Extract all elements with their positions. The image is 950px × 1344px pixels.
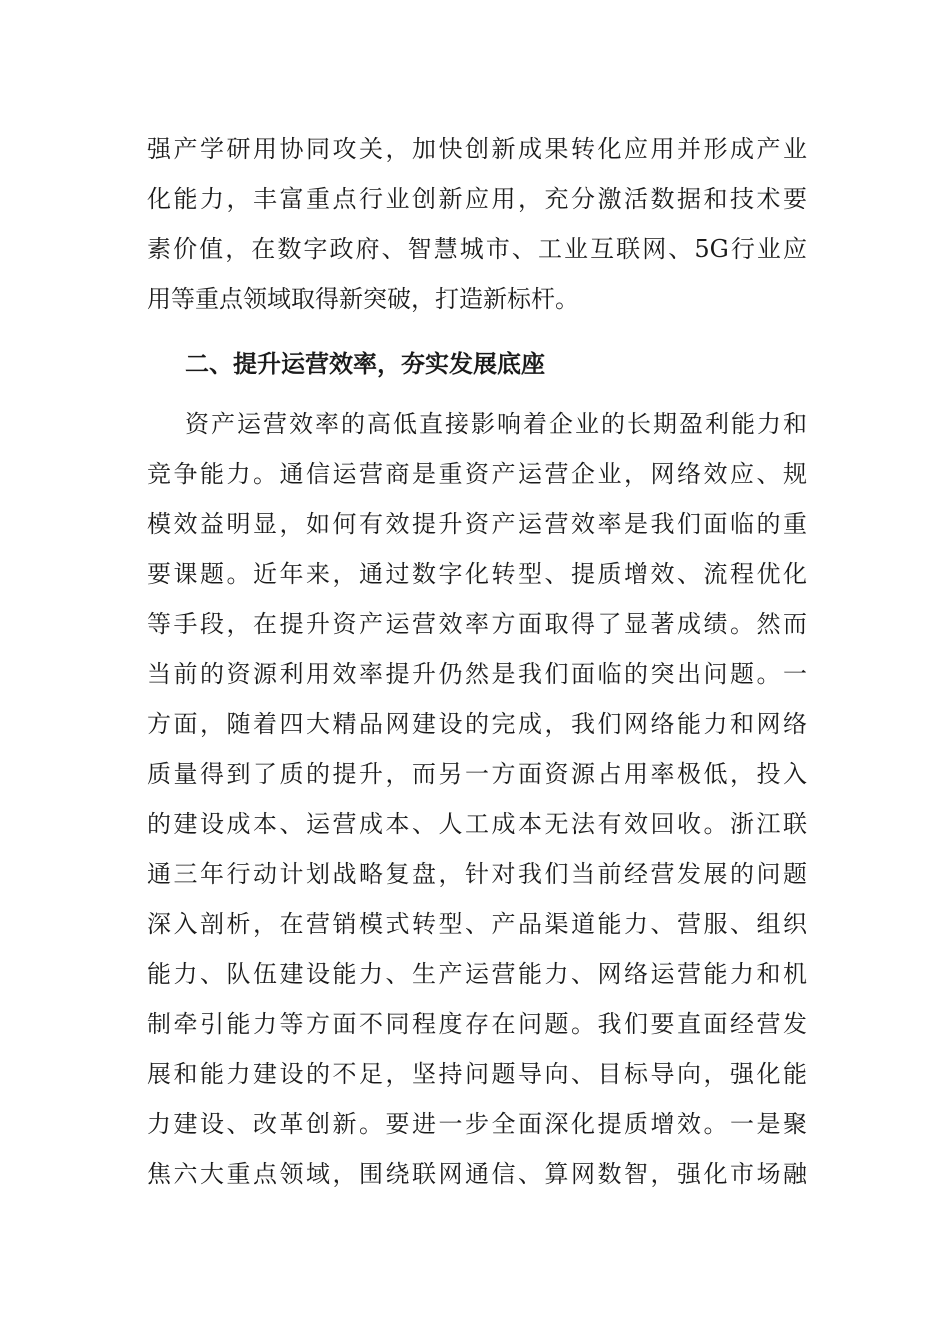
paragraph-line: 当前的资源利用效率提升仍然是我们面临的突出问题。一 [147, 660, 807, 688]
paragraph-line: 方面，随着四大精品网建设的完成，我们网络能力和网络 [147, 710, 807, 738]
paragraph-line: 竞争能力。通信运营商是重资产运营企业，网络效应、规 [147, 460, 807, 488]
paragraph-line: 质量得到了质的提升，而另一方面资源占用率极低，投入 [147, 760, 807, 788]
paragraph-line: 模效益明显，如何有效提升资产运营效率是我们面临的重 [147, 510, 807, 538]
paragraph-line: 能力、队伍建设能力、生产运营能力、网络运营能力和机 [147, 960, 807, 988]
paragraph-line: 的建设成本、运营成本、人工成本无法有效回收。浙江联 [147, 810, 807, 838]
paragraph-line: 化能力，丰富重点行业创新应用，充分激活数据和技术要 [147, 185, 807, 213]
paragraph-line: 等手段，在提升资产运营效率方面取得了显著成绩。然而 [147, 610, 807, 638]
paragraph-line: 焦六大重点领域，围绕联网通信、算网数智，强化市场融 [147, 1160, 807, 1188]
paragraph-line: 资产运营效率的高低直接影响着企业的长期盈利能力和 [185, 410, 807, 438]
paragraph-line: 强产学研用协同攻关，加快创新成果转化应用并形成产业 [147, 135, 807, 163]
paragraph-line: 通三年行动计划战略复盘，针对我们当前经营发展的问题 [147, 860, 807, 888]
paragraph-line: 力建设、改革创新。要进一步全面深化提质增效。一是聚 [147, 1110, 807, 1138]
paragraph-line: 深入剖析，在营销模式转型、产品渠道能力、营服、组织 [147, 910, 807, 938]
section-heading: 二、提升运营效率，夯实发展底座 [185, 349, 545, 378]
paragraph-line: 用等重点领域取得新突破，打造新标杆。 [147, 285, 579, 313]
paragraph-line: 素价值，在数字政府、智慧城市、工业互联网、5G行业应 [147, 235, 807, 263]
paragraph-line: 要课题。近年来，通过数字化转型、提质增效、流程优化 [147, 560, 807, 588]
paragraph-line: 展和能力建设的不足，坚持问题导向、目标导向，强化能 [147, 1060, 807, 1088]
paragraph-line: 制牵引能力等方面不同程度存在问题。我们要直面经营发 [147, 1010, 807, 1038]
